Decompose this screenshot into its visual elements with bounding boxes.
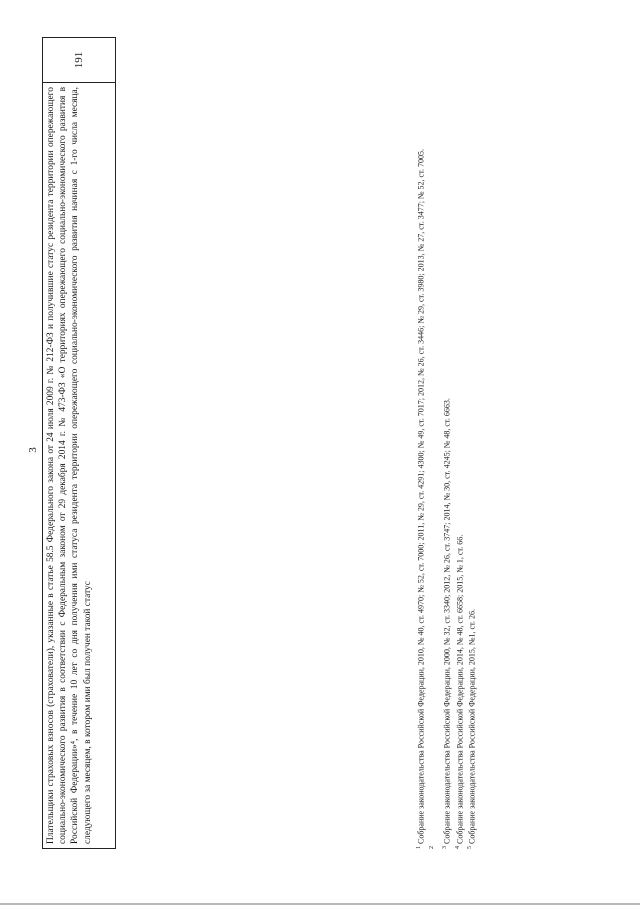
footnotes [414,29,478,849]
footnote-text: Собрание законодательства Российской Федерации, 2000, № 32, ст. 3340; 2012, № 26, ст. 3747; 2014, № 30, ст. 4245; № 48, ст. 6663. [442,398,452,844]
row-description: Плательщики страховых взносов (страхователи), указанные в статье 58.5 Федерального закона от 24 июля 2009 г. № 212-ФЗ и получившие статус резидента территории опережающего социально-экономического развития в соответствии с Федеральным законом от 29 декабря 2014 г. № 473-ФЗ «О территориях опережающего социально-экономического развития в Российской Федерации»⁴, в течение 10 лет со дня получения ими статуса резидента территории опережающего социально-экономического развития начиная с 1-го числа месяца, следующего за месяцем, в котором ими был получен такой статус [43,82,115,848]
footnote-mark: 5 [467,846,474,849]
footnote-2 [427,29,440,849]
footnote-mark: 3 [441,846,448,849]
footnote-4 [453,29,466,849]
footnote-text: Собрание законодательства Российской Федерации, 2010, № 40, ст. 4970; № 52, ст. 7000; 2011, № 29, ст. 4291; 4300; № 49, ст. 7017; 2012, № 26, ст. 3446; № 29, ст. 3980; 2013, № 27, ст. 3477; № 52, ст. 7005. [416,149,426,844]
footnote-text: Собрание законодательства Российской Федерации, 2014, № 48, ст. 6658; 2015, № 1, ст. 66. [455,534,465,844]
rates-table-row [42,37,116,849]
page-number: 3 [27,447,39,453]
footnote-1 [414,29,427,849]
footnote-mark: 4 [454,846,461,849]
footnote-text: Собрание законодательства Российской Федерации, 2015, №1, ст. 26. [468,609,478,844]
footnote-mark: 1 [416,846,422,849]
footnote-mark: 2 [428,846,435,849]
footnote-3 [440,29,453,849]
footnote-5 [465,29,478,849]
row-code: 191 [73,51,85,69]
